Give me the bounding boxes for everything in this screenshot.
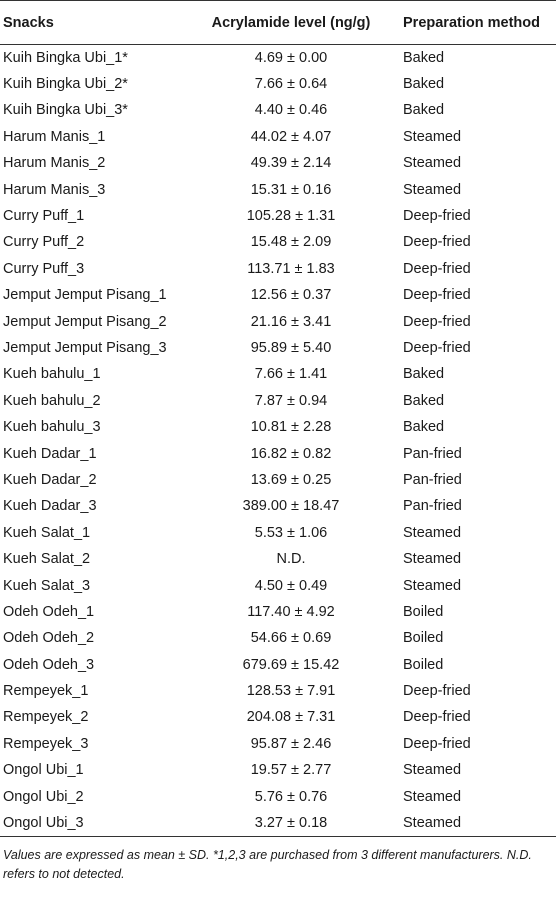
table-row [0,704,556,730]
cell-preparation-method: Baked [403,49,445,66]
cell-snack: Rempeyek_1 [3,683,89,700]
cell-snack: Kueh bahulu_3 [3,419,101,436]
cell-acrylamide-level: 16.82 ± 0.82 [250,445,332,462]
cell-preparation-method: Baked [403,419,445,436]
cell-snack: Kuih Bingka Ubi_2* [3,76,128,93]
cell-acrylamide-level: 54.66 ± 0.69 [250,630,332,647]
table-row [0,335,556,361]
cell-preparation-method: Steamed [403,577,462,594]
table-row [0,467,556,493]
cell-acrylamide-level: 13.69 ± 0.25 [250,471,332,488]
cell-preparation-method: Deep-fried [403,735,471,752]
cell-snack: Ongol Ubi_3 [0,810,187,836]
table-row [0,176,556,202]
cell-preparation-method: Baked [403,366,445,383]
table-row [0,651,556,677]
cell-snack: Odeh Odeh_2 [3,630,95,647]
cell-preparation-method: Baked [403,392,445,409]
cell-snack: Odeh Odeh_3 [3,656,95,673]
cell-acrylamide-level: 204.08 ± 7.31 [246,709,336,726]
cell-snack: Rempeyek_3 [3,735,89,752]
cell-preparation-method: Deep-fried [403,683,471,700]
cell-acrylamide-level: 679.69 ± 15.42 [242,656,340,673]
table-header [0,1,556,45]
table-row [0,229,556,255]
cell-snack: Jemput Jemput Pisang_1 [3,287,167,304]
cell-acrylamide-level: 105.28 ± 1.31 [246,208,336,225]
cell-preparation-method: Pan-fried [403,471,462,488]
table-row [0,97,556,123]
cell-acrylamide-level: 3.27 ± 0.18 [187,810,395,836]
table-body [0,45,556,837]
cell-acrylamide-level: 4.50 ± 0.49 [254,577,328,594]
table-row [0,572,556,598]
cell-snack: Ongol Ubi_2 [3,788,84,805]
cell-preparation-method: Steamed [403,551,462,568]
table-row [0,599,556,625]
cell-snack: Kueh Salat_2 [3,551,91,568]
table-row [0,388,556,414]
cell-acrylamide-level: 15.48 ± 2.09 [250,234,332,251]
cell-preparation-method: Deep-fried [403,313,471,330]
cell-preparation-method: Boiled [403,630,444,647]
cell-acrylamide-level: 4.40 ± 0.46 [254,102,328,119]
cell-acrylamide-level: 128.53 ± 7.91 [246,683,336,700]
cell-acrylamide-level: 95.87 ± 2.46 [250,735,332,752]
cell-snack: Kueh bahulu_2 [3,392,101,409]
table-row [0,282,556,308]
cell-acrylamide-level: 7.66 ± 0.64 [254,76,328,93]
cell-snack: Jemput Jemput Pisang_3 [3,339,167,356]
column-header-preparation-method: Preparation method [395,1,556,45]
cell-preparation-method: Steamed [403,524,462,541]
cell-preparation-method: Boiled [403,603,444,620]
cell-snack: Ongol Ubi_1 [3,762,84,779]
cell-snack: Kueh Salat_1 [3,524,91,541]
cell-snack: Kueh Dadar_2 [3,471,97,488]
cell-acrylamide-level: 44.02 ± 4.07 [250,128,332,145]
cell-acrylamide-level: 4.69 ± 0.00 [254,49,328,66]
cell-preparation-method: Deep-fried [403,709,471,726]
cell-snack: Jemput Jemput Pisang_2 [3,313,167,330]
table-row [0,731,556,757]
table-row [0,414,556,440]
cell-snack: Kueh Dadar_1 [3,445,97,462]
table-row [0,810,556,836]
cell-preparation-method: Steamed [403,788,462,805]
cell-acrylamide-level: 21.16 ± 3.41 [250,313,332,330]
cell-preparation-method: Deep-fried [403,287,471,304]
table-row [0,625,556,651]
table-row [0,520,556,546]
cell-preparation-method: Deep-fried [403,208,471,225]
cell-preparation-method: Deep-fried [403,260,471,277]
table-footnote: Values are expressed as mean ± SD. *1,2,3 are purchased from 3 different manufacturers. N.D. refers to not detected. [3,847,532,881]
cell-snack: Kuih Bingka Ubi_3* [3,102,128,119]
cell-snack: Harum Manis_3 [3,181,106,198]
table-row [0,150,556,176]
cell-acrylamide-level: 113.71 ± 1.83 [247,260,335,277]
table-row [0,124,556,150]
cell-snack: Curry Puff_3 [3,260,85,277]
table-row [0,45,556,71]
cell-snack: Harum Manis_1 [3,128,106,145]
cell-preparation-method: Steamed [403,155,462,172]
column-header-acrylamide-level: Acrylamide level (ng/g) [187,1,395,45]
header-row [0,1,556,45]
cell-acrylamide-level: 49.39 ± 2.14 [250,155,332,172]
cell-snack: Kueh Salat_3 [3,577,91,594]
cell-preparation-method: Baked [403,102,445,119]
cell-preparation-method: Baked [403,76,445,93]
cell-snack: Curry Puff_1 [3,208,85,225]
table-row [0,71,556,97]
cell-acrylamide-level: 95.89 ± 5.40 [250,339,332,356]
cell-acrylamide-level: 15.31 ± 0.16 [250,181,332,198]
cell-acrylamide-level: 5.76 ± 0.76 [254,788,328,805]
column-header-snacks: Snacks [0,1,187,45]
table-row [0,361,556,387]
cell-snack: Harum Manis_2 [3,155,106,172]
cell-acrylamide-level: 389.00 ± 18.47 [242,498,340,515]
cell-acrylamide-level: 7.87 ± 0.94 [254,392,328,409]
cell-acrylamide-level: 7.66 ± 1.41 [254,366,328,383]
table-row [0,440,556,466]
table-row [0,203,556,229]
table-row [0,308,556,334]
table-row [0,757,556,783]
cell-acrylamide-level: N.D. [276,551,306,568]
table-row [0,678,556,704]
cell-preparation-method: Steamed [403,762,462,779]
cell-acrylamide-level: 10.81 ± 2.28 [250,419,332,436]
cell-snack: Kueh bahulu_1 [3,366,101,383]
cell-preparation-method: Pan-fried [403,498,462,515]
table-row [0,783,556,809]
cell-preparation-method: Steamed [403,128,462,145]
cell-preparation-method: Boiled [403,656,444,673]
cell-preparation-method: Deep-fried [403,234,471,251]
cell-preparation-method: Deep-fried [403,339,471,356]
cell-snack: Curry Puff_2 [3,234,85,251]
table-row [0,493,556,519]
cell-preparation-method: Steamed [395,810,556,836]
cell-acrylamide-level: 19.57 ± 2.77 [250,762,332,779]
cell-snack: Kuih Bingka Ubi_1* [3,49,128,66]
table-row [0,546,556,572]
cell-snack: Rempeyek_2 [3,709,89,726]
cell-acrylamide-level: 5.53 ± 1.06 [254,524,328,541]
table-row [0,256,556,282]
cell-acrylamide-level: 117.40 ± 4.92 [247,603,335,620]
cell-preparation-method: Steamed [403,181,462,198]
cell-snack: Odeh Odeh_1 [3,603,95,620]
cell-preparation-method: Pan-fried [403,445,462,462]
cell-acrylamide-level: 12.56 ± 0.37 [250,287,332,304]
cell-snack: Kueh Dadar_3 [3,498,97,515]
